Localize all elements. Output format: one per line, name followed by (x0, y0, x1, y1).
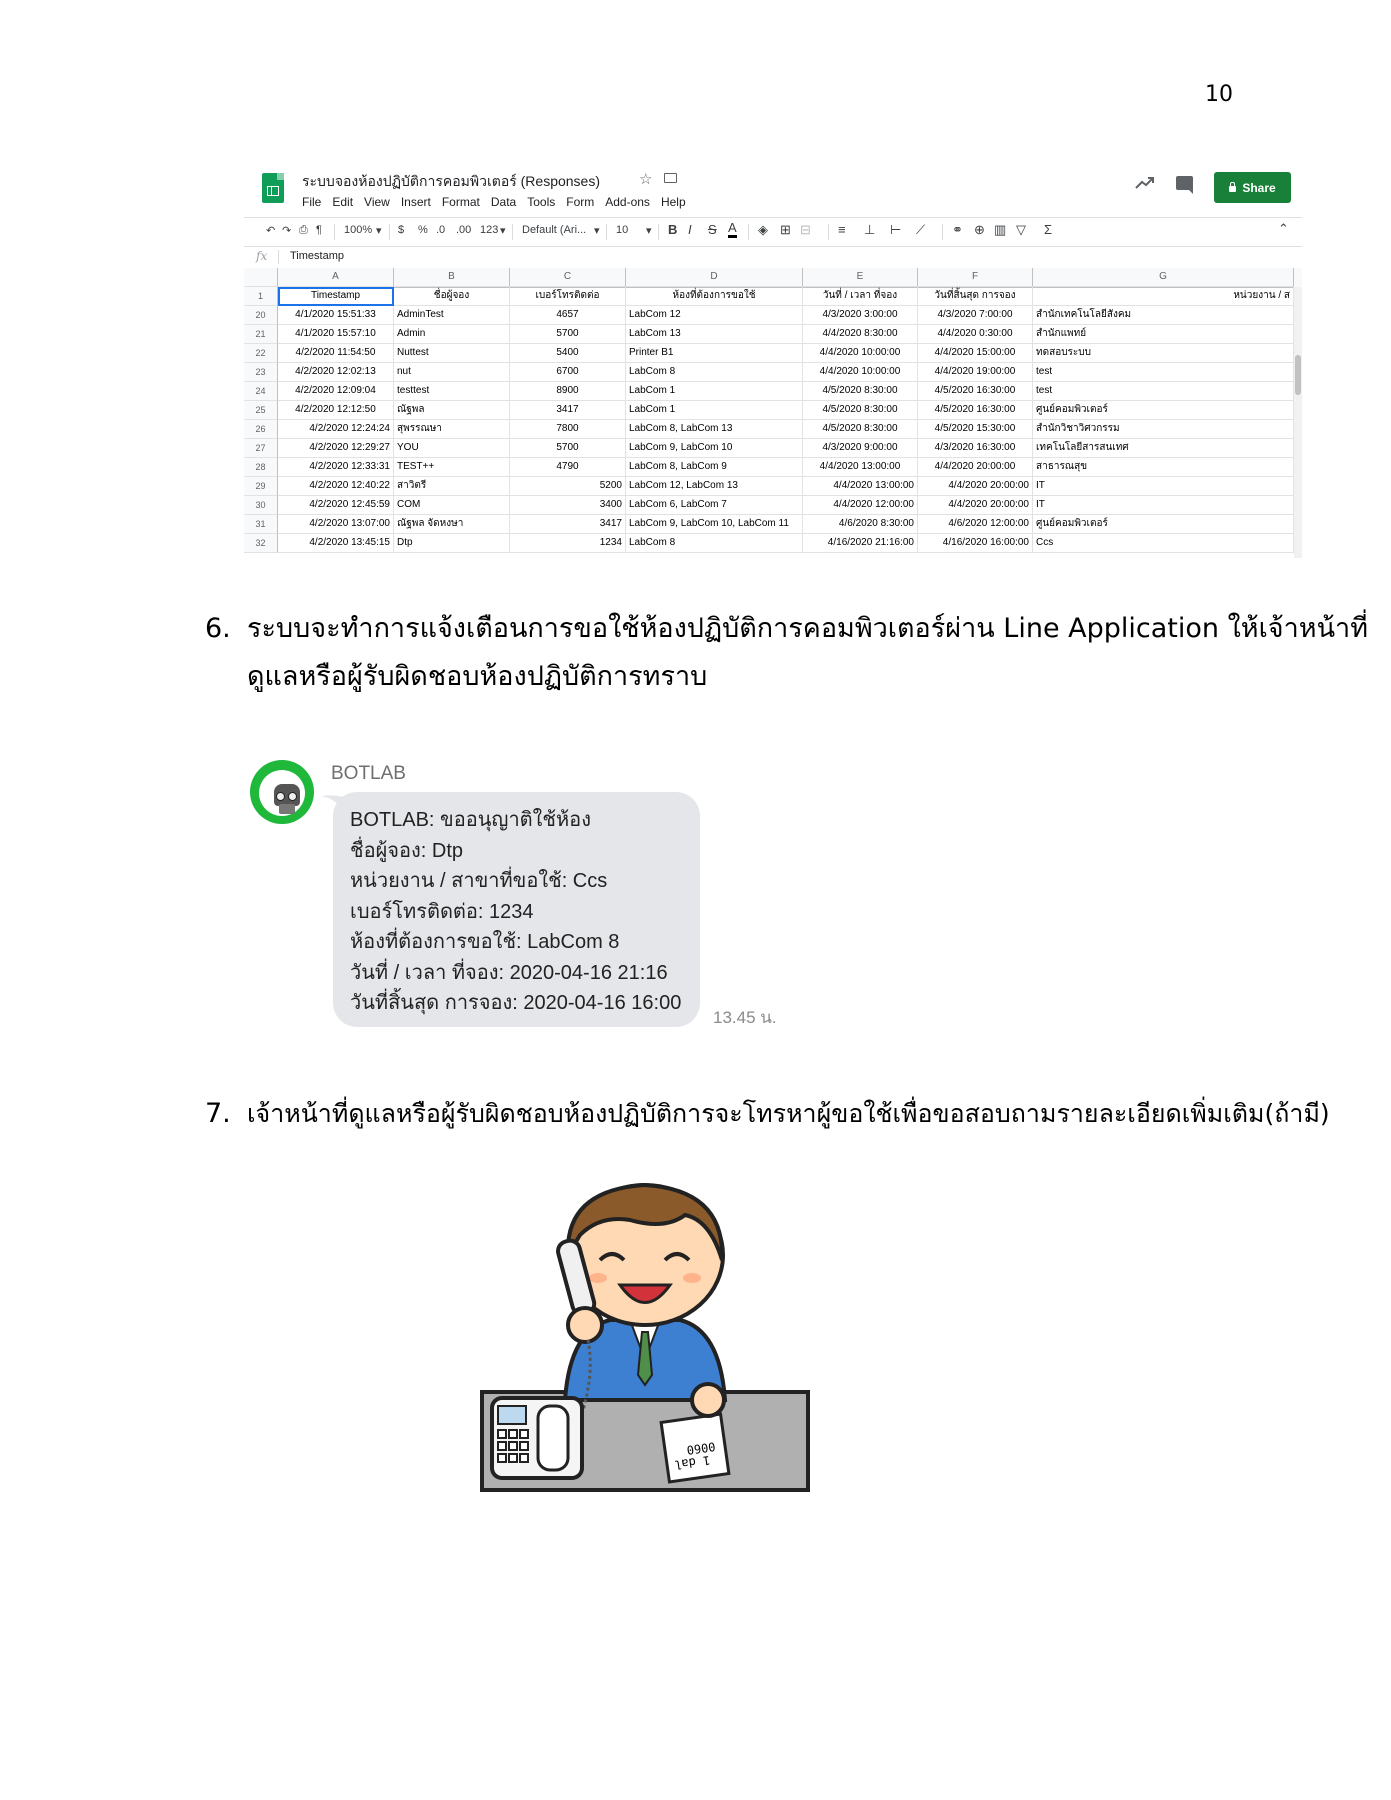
header-cell[interactable]: หน่วยงาน / ส (1033, 287, 1294, 306)
toolbar-divider (512, 224, 513, 240)
table-cell[interactable]: 6700 (510, 363, 626, 382)
table-cell[interactable]: testtest (394, 382, 510, 401)
table-cell[interactable]: LabCom 1 (626, 382, 803, 401)
bot-name: BOTLAB (331, 763, 406, 784)
column-header-a[interactable]: A (278, 268, 394, 287)
row-number[interactable]: 21 (244, 325, 278, 344)
table-cell[interactable]: 4/4/2020 20:00:00 (918, 477, 1033, 496)
menu-tools[interactable]: Tools (527, 195, 556, 209)
row-number[interactable]: 32 (244, 534, 278, 553)
header-cell[interactable]: Timestamp (278, 287, 394, 306)
valign-icon[interactable]: ⊥ (864, 222, 876, 237)
table-cell[interactable]: 4/3/2020 9:00:00 (803, 439, 918, 458)
table-cell[interactable]: LabCom 8, LabCom 13 (626, 420, 803, 439)
svg-text:1 dal: 1 dal (673, 1452, 712, 1472)
table-cell[interactable]: YOU (394, 439, 510, 458)
toolbar (244, 217, 1302, 247)
menu-format[interactable]: Format (441, 195, 480, 209)
table-cell[interactable]: ศูนย์คอมพิวเตอร์ (1033, 515, 1294, 534)
functions-icon[interactable]: Σ (1044, 222, 1053, 237)
chevron-down-icon[interactable]: ▾ (500, 225, 506, 237)
formula-input[interactable]: Timestamp (290, 250, 344, 262)
merge-cells-icon[interactable]: ⊟ (800, 222, 811, 237)
header-cell[interactable]: ห้องที่ต้องการขอใช้ (626, 287, 803, 306)
table-cell[interactable]: LabCom 9, LabCom 10 (626, 439, 803, 458)
table-cell[interactable]: LabCom 8 (626, 363, 803, 382)
column-header-d[interactable]: D (626, 268, 803, 287)
table-cell[interactable]: 4/4/2020 13:00:00 (803, 458, 918, 477)
step-6 (205, 605, 1368, 705)
table-cell[interactable]: COM (394, 496, 510, 515)
table-cell[interactable]: สาธารณสุข (1033, 458, 1294, 477)
menu-addons[interactable]: Add-ons (605, 195, 650, 209)
message-time: 13.45 น. (713, 1008, 777, 1027)
header-cell[interactable]: วันที่สิ้นสุด การจอง (918, 287, 1033, 306)
table-cell[interactable]: LabCom 13 (626, 325, 803, 344)
scrollbar-thumb[interactable] (1295, 355, 1301, 395)
table-cell[interactable]: 4790 (510, 458, 626, 477)
table-cell[interactable]: 5400 (510, 344, 626, 363)
decrease-decimal-button[interactable]: .0 (436, 224, 446, 236)
table-cell[interactable]: 4/1/2020 15:57:10 (278, 325, 394, 344)
column-header-c[interactable]: C (510, 268, 626, 287)
step-number: 6. (205, 613, 231, 644)
filter-icon[interactable]: ▽ (1016, 222, 1026, 237)
share-button[interactable] (1214, 172, 1291, 203)
table-cell[interactable]: 4/4/2020 13:00:00 (803, 477, 918, 496)
menu-form[interactable]: Form (566, 195, 595, 209)
rotate-icon[interactable]: ⟋ (916, 222, 926, 237)
table-cell[interactable]: Nuttest (394, 344, 510, 363)
table-cell[interactable]: 4/2/2020 12:33:31 (278, 458, 394, 477)
table-cell[interactable]: 4/16/2020 21:16:00 (803, 534, 918, 553)
column-header-e[interactable]: E (803, 268, 918, 287)
chat-line: วันที่สิ้นสุด การจอง: 2020-04-16 16:00 (350, 992, 682, 1014)
trending-icon[interactable] (1134, 173, 1156, 193)
table-cell[interactable]: 4/2/2020 12:09:04 (278, 382, 394, 401)
table-cell[interactable]: IT (1033, 477, 1294, 496)
table-cell[interactable]: ศูนย์คอมพิวเตอร์ (1033, 401, 1294, 420)
chat-line: ห้องที่ต้องการขอใช้: LabCom 8 (350, 931, 620, 953)
menu-bar (302, 195, 697, 209)
header-cell[interactable]: วันที่ / เวลา ที่จอง (803, 287, 918, 306)
table-cell[interactable]: 4/4/2020 20:00:00 (918, 458, 1033, 477)
step-7-line-1: เจ้าหน้าที่ดูแลหรือผู้รับผิดชอบห้องปฏิบัติการจะโทรหาผู้ขอใช้เพื่อขอสอบถามรายละเอียดเพิ่มเติม(ถ้ามี) (247, 1099, 1330, 1128)
vertical-scrollbar[interactable] (1294, 287, 1302, 558)
table-cell[interactable]: 4/4/2020 10:00:00 (803, 363, 918, 382)
step-number: 7. (205, 1098, 231, 1129)
step-7 (205, 1090, 1330, 1140)
select-all-corner[interactable] (244, 268, 278, 287)
table-cell[interactable]: 5700 (510, 439, 626, 458)
folder-move-icon[interactable] (664, 173, 677, 183)
table-cell[interactable]: Ccs (1033, 534, 1294, 553)
chevron-down-icon[interactable]: ▾ (376, 225, 382, 237)
table-cell[interactable]: 4/2/2020 12:12:50 (278, 401, 394, 420)
row-number[interactable]: 25 (244, 401, 278, 420)
table-cell[interactable]: 4/4/2020 10:00:00 (803, 344, 918, 363)
row-number[interactable]: 27 (244, 439, 278, 458)
table-cell[interactable]: 4/2/2020 12:24:24 (278, 420, 394, 439)
font-select[interactable]: Default (Ari... (522, 224, 587, 236)
table-cell[interactable]: IT (1033, 496, 1294, 515)
table-cell[interactable]: 3417 (510, 401, 626, 420)
table-cell[interactable]: Admin (394, 325, 510, 344)
link-icon[interactable]: ⚭ (952, 222, 963, 237)
row-number[interactable]: 31 (244, 515, 278, 534)
increase-decimal-button[interactable]: .00 (456, 224, 472, 236)
collapse-icon[interactable]: ⌃ (1278, 221, 1289, 236)
chat-line: เบอร์โทรติดต่อ: 1234 (350, 900, 534, 923)
row-number[interactable]: 29 (244, 477, 278, 496)
table-cell[interactable]: LabCom 1 (626, 401, 803, 420)
toolbar-divider (334, 224, 335, 240)
formula-bar (244, 246, 1302, 269)
table-cell[interactable]: 4/6/2020 12:00:00 (918, 515, 1033, 534)
chat-line: ชื่อผู้จอง: Dtp (350, 839, 464, 862)
table-cell[interactable]: Dtp (394, 534, 510, 553)
row-number[interactable]: 22 (244, 344, 278, 363)
table-cell[interactable]: 4/16/2020 16:00:00 (918, 534, 1033, 553)
man-on-phone-illustration (470, 1160, 810, 1500)
table-cell[interactable]: สำนักวิชาวิศวกรรม (1033, 420, 1294, 439)
table-cell[interactable]: LabCom 8 (626, 534, 803, 553)
toolbar-divider (658, 224, 659, 240)
star-icon[interactable]: ☆ (639, 171, 653, 188)
row-number[interactable]: 26 (244, 420, 278, 439)
header-cell[interactable]: เบอร์โทรติดต่อ (510, 287, 626, 306)
table-cell[interactable]: 4/2/2020 12:02:13 (278, 363, 394, 382)
table-cell[interactable]: 4/4/2020 19:00:00 (918, 363, 1033, 382)
table-cell[interactable]: ณัฐพล (394, 401, 510, 420)
table-cell[interactable]: 4/3/2020 7:00:00 (918, 306, 1033, 325)
robot-icon (259, 770, 305, 816)
step-6-line-2: ดูแลหรือผู้รับผิดชอบห้องปฏิบัติการทราบ (247, 661, 708, 692)
table-cell[interactable]: สำนักเทคโนโลยีสังคม (1033, 306, 1294, 325)
italic-icon[interactable]: I (688, 222, 692, 237)
table-cell[interactable]: 3400 (510, 496, 626, 515)
table-cell[interactable]: ณัฐพล จัดหงษา (394, 515, 510, 534)
chat-message (350, 805, 681, 1019)
currency-button[interactable]: $ (398, 224, 405, 236)
menu-help[interactable]: Help (660, 195, 686, 209)
spreadsheet-screenshot (244, 165, 1302, 558)
table-cell[interactable]: AdminTest (394, 306, 510, 325)
table-cell[interactable]: 4/5/2020 16:30:00 (918, 382, 1033, 401)
number-format-select[interactable]: 123 (480, 224, 499, 236)
table-cell[interactable]: 4/2/2020 11:54:50 (278, 344, 394, 363)
table-cell[interactable]: test (1033, 363, 1294, 382)
strikethrough-icon[interactable]: S (708, 222, 717, 237)
percent-button[interactable]: % (418, 224, 428, 236)
table-cell[interactable]: 4/5/2020 8:30:00 (803, 382, 918, 401)
row-number[interactable]: 1 (244, 287, 278, 306)
table-cell[interactable]: 4/4/2020 15:00:00 (918, 344, 1033, 363)
table-cell[interactable]: 4/5/2020 16:30:00 (918, 401, 1033, 420)
chevron-down-icon[interactable]: ▾ (646, 225, 652, 237)
table-cell[interactable]: LabCom 9, LabCom 10, LabCom 11 (626, 515, 803, 534)
table-cell[interactable]: 4/3/2020 3:00:00 (803, 306, 918, 325)
toolbar-divider (606, 224, 607, 240)
table-cell[interactable]: 8900 (510, 382, 626, 401)
table-cell[interactable]: 4/4/2020 12:00:00 (803, 496, 918, 515)
menu-data[interactable]: Data (490, 195, 517, 209)
table-cell[interactable]: สาวิตรี (394, 477, 510, 496)
table-cell[interactable]: 7800 (510, 420, 626, 439)
fx-divider (278, 250, 279, 264)
table-cell[interactable]: nut (394, 363, 510, 382)
table-cell[interactable]: 4/4/2020 0:30:00 (918, 325, 1033, 344)
font-size-select[interactable]: 10 (616, 224, 629, 236)
chat-line: หน่วยงาน / สาขาที่ขอใช้: Ccs (350, 870, 608, 892)
fx-icon: fx (256, 249, 268, 263)
table-cell[interactable]: สำนักแพทย์ (1033, 325, 1294, 344)
align-icon[interactable]: ≡ (838, 222, 846, 237)
row-number[interactable]: 24 (244, 382, 278, 401)
table-cell[interactable]: สุพรรณษา (394, 420, 510, 439)
row-number[interactable]: 28 (244, 458, 278, 477)
page-number: 10 (1205, 82, 1233, 107)
wrap-icon[interactable]: ⊢ (890, 222, 902, 237)
table-cell[interactable]: 4/6/2020 8:30:00 (803, 515, 918, 534)
row-number[interactable]: 30 (244, 496, 278, 515)
chat-line: วันที่ / เวลา ที่จอง: 2020-04-16 21:16 (350, 961, 668, 984)
table-cell[interactable]: 4/1/2020 15:51:33 (278, 306, 394, 325)
text-color-icon[interactable]: A (728, 220, 737, 238)
menu-view[interactable]: View (364, 195, 390, 209)
table-cell[interactable]: 4657 (510, 306, 626, 325)
table-cell[interactable]: LabCom 12, LabCom 13 (626, 477, 803, 496)
toolbar-divider (828, 224, 829, 240)
lock-icon (1229, 186, 1236, 192)
table-cell[interactable]: 4/2/2020 13:45:15 (278, 534, 394, 553)
insert-comment-icon[interactable]: ⊕ (974, 222, 985, 237)
table-cell[interactable]: 4/3/2020 16:30:00 (918, 439, 1033, 458)
table-cell[interactable]: 4/5/2020 8:30:00 (803, 420, 918, 439)
table-cell[interactable]: 4/5/2020 8:30:00 (803, 401, 918, 420)
zoom-select[interactable]: 100% (344, 224, 373, 236)
sheet-header (244, 165, 1302, 215)
table-cell[interactable]: 4/4/2020 20:00:00 (918, 496, 1033, 515)
menu-edit[interactable]: Edit (332, 195, 354, 209)
header-cell[interactable]: ชื่อผู้จอง (394, 287, 510, 306)
table-cell[interactable]: ทดสอบระบบ (1033, 344, 1294, 363)
undo-icon[interactable]: ↶ (266, 225, 276, 237)
table-cell[interactable]: 4/2/2020 12:29:27 (278, 439, 394, 458)
table-cell[interactable]: test (1033, 382, 1294, 401)
table-cell[interactable]: LabCom 8, LabCom 9 (626, 458, 803, 477)
step-6-line-1: ระบบจะทำการแจ้งเตือนการขอใช้ห้องปฏิบัติการคอมพิวเตอร์ผ่าน Line Application ให้เจ้าหน้าที่ (247, 613, 1368, 644)
sheets-logo-icon (262, 173, 284, 203)
borders-icon[interactable]: ⊞ (780, 222, 791, 237)
table-cell[interactable]: TEST++ (394, 458, 510, 477)
toolbar-divider (748, 224, 749, 240)
toolbar-divider (389, 224, 390, 240)
fill-color-icon[interactable]: ◈ (758, 222, 768, 237)
svg-text:0060: 0060 (685, 1439, 717, 1458)
column-header-f[interactable]: F (918, 268, 1033, 287)
column-header-b[interactable]: B (394, 268, 510, 287)
table-cell[interactable]: 5200 (510, 477, 626, 496)
table-cell[interactable]: LabCom 12 (626, 306, 803, 325)
chart-icon[interactable]: ▥ (994, 222, 1007, 237)
row-number[interactable]: 23 (244, 363, 278, 382)
table-cell[interactable]: Printer B1 (626, 344, 803, 363)
table-cell[interactable]: 4/2/2020 13:07:00 (278, 515, 394, 534)
share-label: Share (1242, 180, 1276, 195)
document-title[interactable]: ระบบจองห้องปฏิบัติการคอมพิวเตอร์ (Responses) (302, 173, 601, 189)
table-cell[interactable]: LabCom 6, LabCom 7 (626, 496, 803, 515)
bot-avatar[interactable] (250, 760, 314, 824)
table-cell[interactable]: 4/5/2020 15:30:00 (918, 420, 1033, 439)
menu-insert[interactable]: Insert (400, 195, 431, 209)
menu-file[interactable]: File (302, 195, 322, 209)
paint-format-icon[interactable]: ¶ (316, 224, 322, 236)
table-cell[interactable]: 3417 (510, 515, 626, 534)
row-number[interactable]: 20 (244, 306, 278, 325)
bold-icon[interactable]: B (668, 222, 678, 237)
chevron-down-icon[interactable]: ▾ (594, 225, 600, 237)
print-icon[interactable]: ⎙ (299, 224, 308, 236)
chat-line: BOTLAB: ขออนุญาติใช้ห้อง (350, 809, 591, 831)
table-cell[interactable]: 4/4/2020 8:30:00 (803, 325, 918, 344)
table-cell[interactable]: เทคโนโลยีสารสนเทศ (1033, 439, 1294, 458)
column-header-g[interactable]: G (1033, 268, 1294, 287)
table-cell[interactable]: 4/2/2020 12:40:22 (278, 477, 394, 496)
redo-icon[interactable]: ↷ (282, 225, 292, 237)
comment-icon[interactable] (1176, 176, 1193, 190)
table-cell[interactable]: 4/2/2020 12:45:59 (278, 496, 394, 515)
toolbar-divider (942, 224, 943, 240)
table-cell[interactable]: 5700 (510, 325, 626, 344)
table-cell[interactable]: 1234 (510, 534, 626, 553)
